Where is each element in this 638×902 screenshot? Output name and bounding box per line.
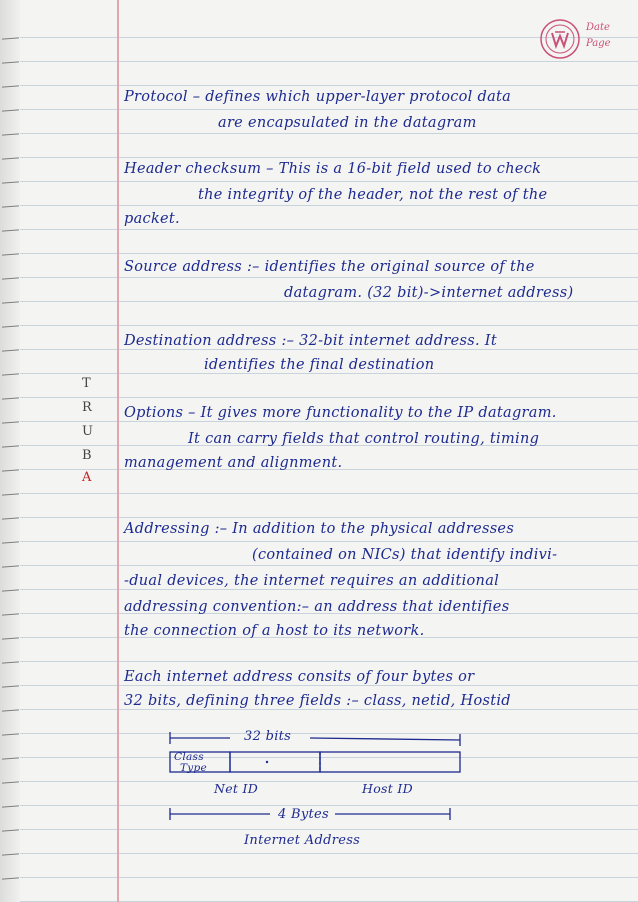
margin-line xyxy=(117,0,119,902)
margin-letter-u: U xyxy=(82,424,93,439)
source-address-line-2: datagram. (32 bit)->internet address) xyxy=(284,285,574,301)
addressing-line-4: addressing convention:– an address that identifies xyxy=(124,599,510,615)
source-address-line-1: Source address :– identifies the original source of the xyxy=(124,259,535,275)
margin-letter-t: T xyxy=(82,376,91,391)
date-label: Date xyxy=(586,22,610,33)
each-address-line-1: Each internet address consits of four bytes or xyxy=(124,669,475,685)
header-checksum-line-2: the integrity of the header, not the rest of the xyxy=(198,187,548,203)
addressing-line-1: Addressing :– In addition to the physical addresses xyxy=(124,521,515,537)
destination-address-line-1: Destination address :– 32-bit internet address. It xyxy=(124,333,497,349)
hostid-label: Host ID xyxy=(362,781,413,796)
options-line-3: management and alignment. xyxy=(124,455,343,471)
options-line-1: Options – It gives more functionality to the IP datagram. xyxy=(124,405,557,421)
margin-letter-b: B xyxy=(82,448,92,463)
notebook-logo xyxy=(539,18,581,60)
header-checksum-line-3: packet. xyxy=(124,211,180,227)
options-line-2: It can carry fields that control routing, timing xyxy=(188,431,540,447)
protocol-line-2: are encapsulated in the datagram xyxy=(218,115,477,131)
margin-letter-r: R xyxy=(82,400,92,415)
bytes-label: 4 Bytes xyxy=(278,807,329,822)
type-label: Type xyxy=(180,762,208,774)
netid-label: Net ID xyxy=(214,781,259,796)
protocol-definition: Protocol – defines which upper-layer protocol data xyxy=(124,89,512,105)
destination-address-line-2: identifies the final destination xyxy=(204,357,435,373)
diagram-caption: Internet Address xyxy=(244,833,361,848)
internet-address-diagram xyxy=(160,728,470,848)
each-address-line-2: 32 bits, defining three fields :– class, netid, Hostid xyxy=(124,693,511,709)
margin-letter-a: A xyxy=(82,470,92,485)
header-checksum-line-1: Header checksum – This is a 16-bit field used to check xyxy=(124,161,542,177)
addressing-line-5: the connection of a host to its network. xyxy=(124,623,425,639)
page-label: Page xyxy=(586,38,611,49)
class-label: Class xyxy=(174,751,204,763)
addressing-line-3: -dual devices, the internet requires an additional xyxy=(124,573,500,589)
bits-label: 32 bits xyxy=(244,729,292,744)
addressing-line-2: (contained on NICs) that identify indivi- xyxy=(252,547,558,563)
